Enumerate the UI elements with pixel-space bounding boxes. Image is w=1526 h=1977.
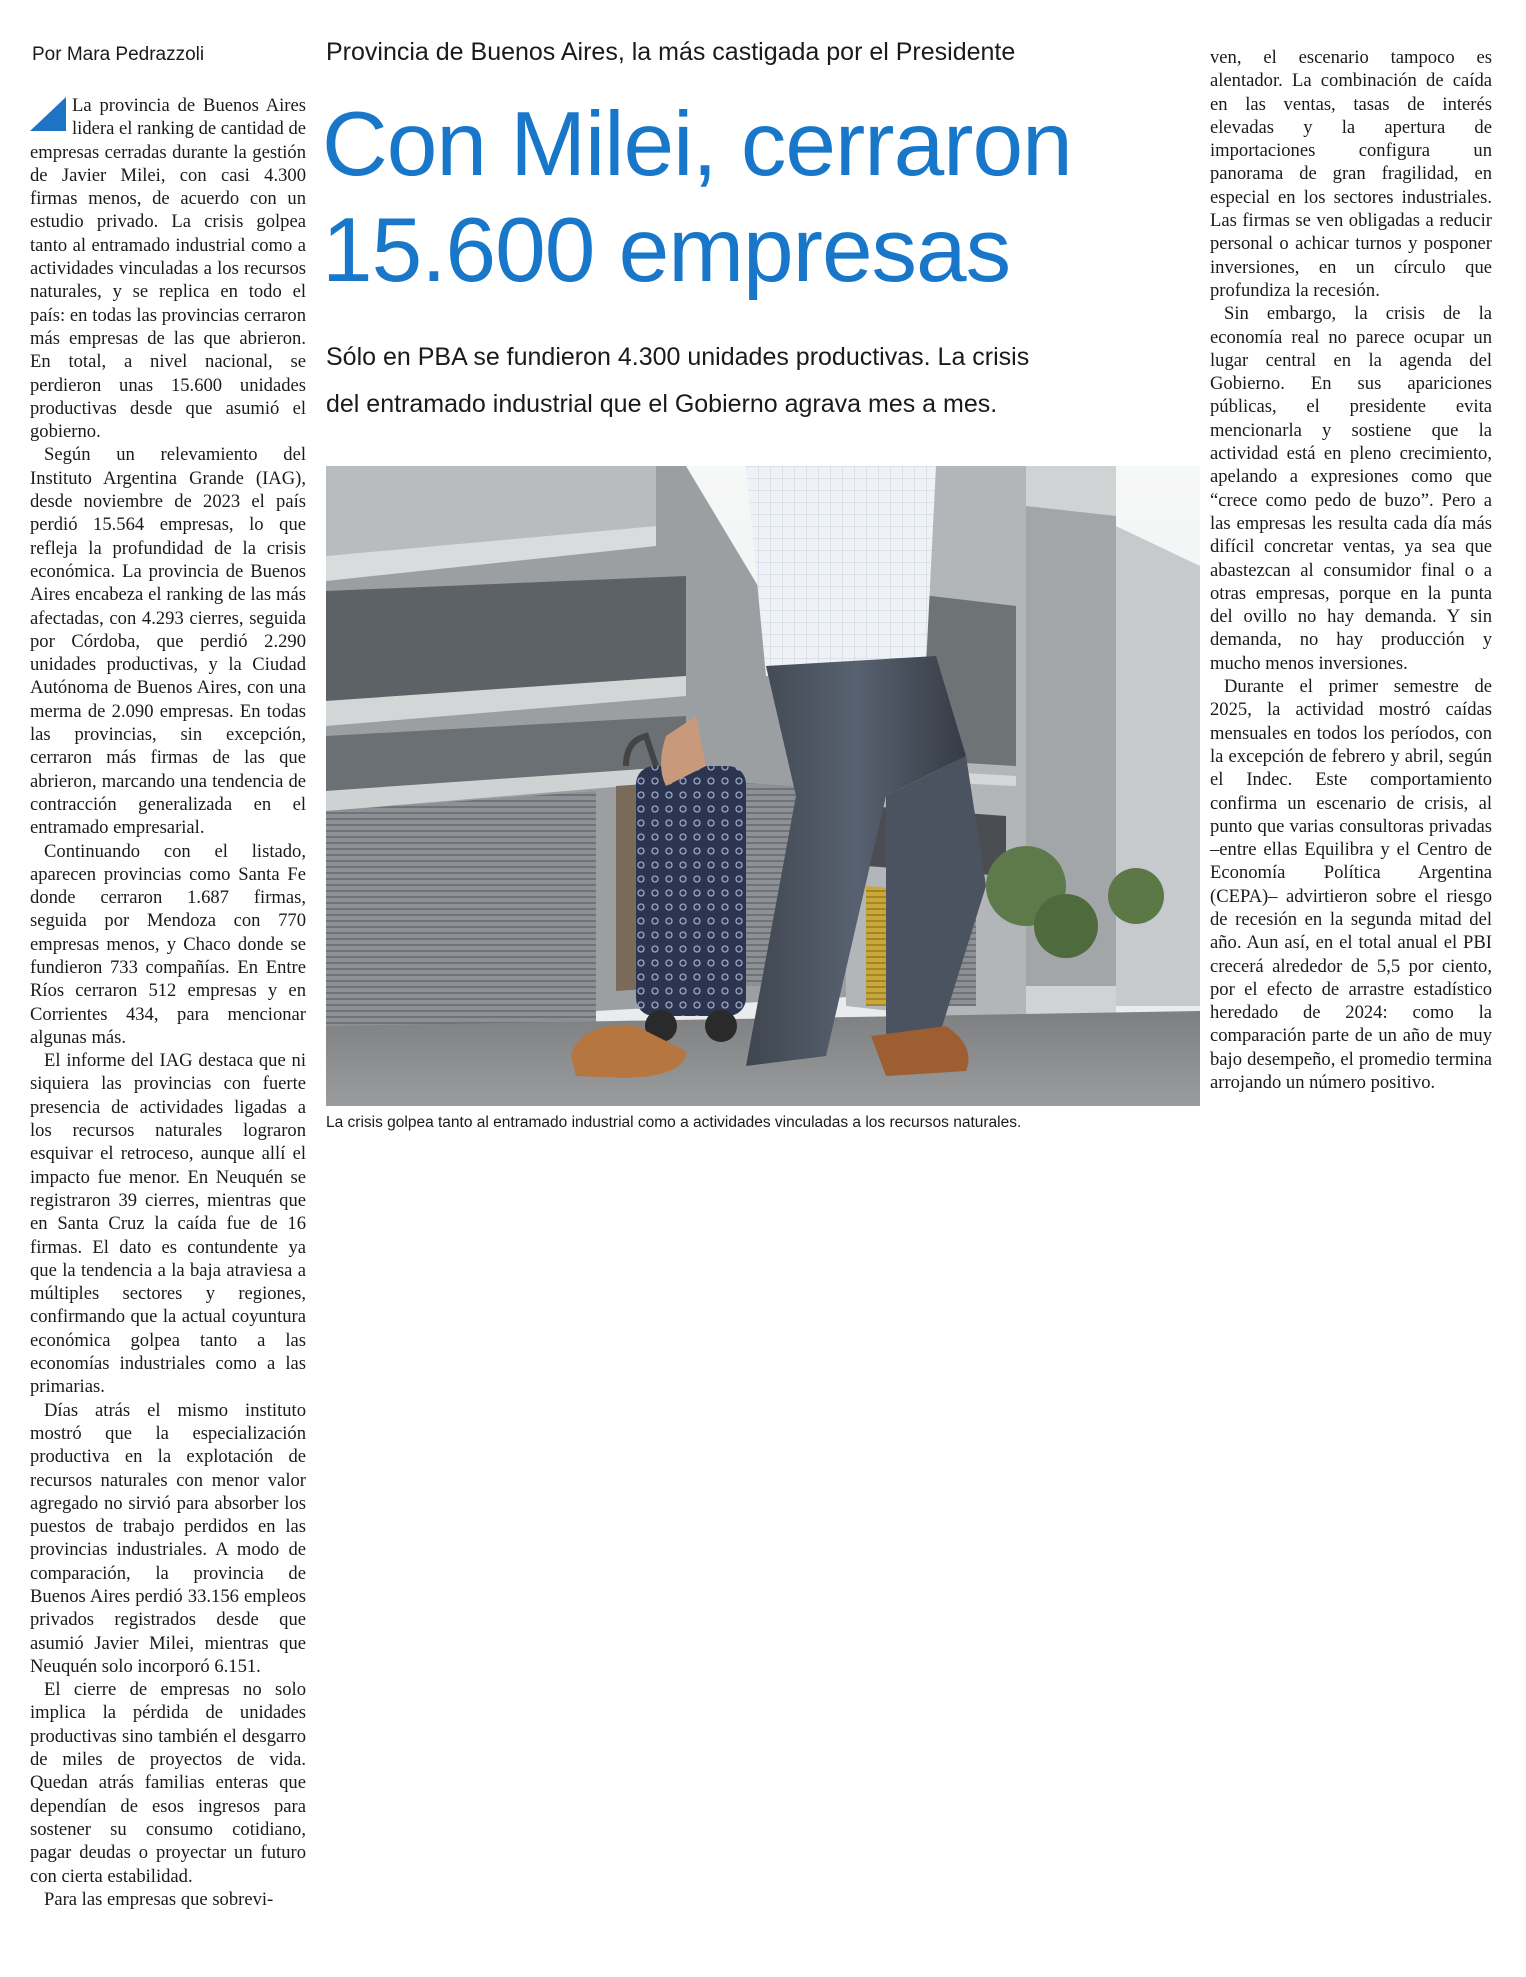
byline: Por Mara Pedrazzoli [32, 44, 205, 65]
body-paragraph: La provincia de Buenos Aires lidera el ranking de cantidad de empresas cerradas durante la gestión de Javier Milei, con casi 4.300 firmas menos, de acuerdo con un estudio privado. La crisis golpea tanto al entramado industrial como a actividades vinculadas a los recursos naturales, y se replica en todo el país: en todas las provincias cerraron más empresas de las que abrieron. En total, a nivel nacional, se perdieron unas 15.600 unidades productivas desde que asumió el gobierno. [30, 95, 306, 443]
body-paragraph: ven, el escenario tampoco es alentador. La combinación de caída en las ventas, tasas de interés elevadas y la apertura de importaciones configura un panorama de gran fragilidad, en especial en los sectores industriales. Las firmas se ven obligadas a reducir personal o achicar turnos y posponer inversiones, en un círculo que profundiza la recesión. [1210, 47, 1492, 301]
body-paragraph: Según un relevamiento del Instituto Argentina Grande (IAG), desde noviembre de 2023 el país perdió 15.564 empresas, lo que refleja la profundidad de la crisis económica. La provincia de Buenos Aires encabeza el ranking de las más afectadas, con 4.293 cierres, seguida por Córdoba, que perdió 2.290 unidades productivas, y la Ciudad Autónoma de Buenos Aires, con una merma de 2.090 empresas. En todas las provincias, sin excepción, cerraron más firmas de las que abrieron, marcando una tendencia de contracción generalizada en el entramado empresarial. [30, 444, 306, 839]
kicker: Provincia de Buenos Aires, la más castigada por el Presidente [326, 38, 1016, 66]
photo-caption: La crisis golpea tanto al entramado industrial como a actividades vinculadas a los recursos naturales. [326, 1114, 1022, 1131]
drop-triangle-icon [30, 97, 66, 131]
body-paragraph: Durante el primer semestre de 2025, la actividad mostró caídas mensuales en todos los períodos, con la excepción de febrero y abril, según el Indec. Este comportamiento confirma un escenario de crisis, al punto que varias consultoras privadas –entre ellas Equilibra y el Centro de Economía Política Argentina (CEPA)– advirtieron sobre el riesgo de recesión en la segunda mitad del año. Aun así, en el total anual el PBI crecerá alrededor de 5,5 por ciento, por el efecto de arrastre estadístico heredado de 2024: como la comparación parte de un año de muy bajo desempeño, el promedio termina arrojando un número positivo. [1210, 676, 1492, 1094]
article-body-right-column [1210, 46, 1492, 1094]
body-paragraph: El informe del IAG destaca que ni siquiera las provincias con fuerte presencia de actividades ligadas a los recursos naturales lograron esquivar el retroceso, aunque allí el impacto fue menor. En Neuquén se registraron 39 cierres, mientras que en Santa Cruz la caída fue de 16 firmas. El dato es contundente ya que la tendencia a la baja atraviesa a múltiples sectores y regiones, confirmando que la actual coyuntura económica golpea tanto a las economías industriales como a las primarias. [30, 1050, 306, 1398]
street-photo-illustration [326, 466, 1200, 1106]
subheadline-line: del entramado industrial que el Gobierno agrava mes a mes. [326, 390, 998, 418]
headline-line: Con Milei, cerraron [322, 94, 1072, 195]
headline [322, 92, 1202, 304]
article-body-left-column [30, 94, 306, 1911]
article-photo [326, 466, 1200, 1106]
body-paragraph: Días atrás el mismo instituto mostró que la especialización productiva en la explotación de recursos naturales con menor valor agregado no sirvió para absorber los puestos de trabajo perdidos en las provincias industriales. A modo de comparación, la provincia de Buenos Aires perdió 33.156 empleos privados registrados desde que asumió Javier Milei, mientras que Neuquén solo incorporó 6.151. [30, 1399, 306, 1677]
body-paragraph: Continuando con el listado, aparecen provincias como Santa Fe donde cerraron 1.687 firmas, seguida por Mendoza con 770 empresas menos, y Chaco donde se fundieron 733 compañías. En Entre Ríos cerraron 512 empresas y en Corrientes 434, para mencionar algunas más. [30, 840, 306, 1048]
body-paragraph: Para las empresas que sobrevi- [44, 1888, 274, 1910]
body-paragraph: El cierre de empresas no solo implica la pérdida de unidades productivas sino también el desgarro de miles de proyectos de vida. Quedan atrás familias enteras que dependían de esos ingresos para sostener su consumo cotidiano, pagar deudas o proyectar un futuro con cierta estabilidad. [30, 1679, 306, 1887]
subheadline-line: Sólo en PBA se fundieron 4.300 unidades productivas. La crisis [326, 343, 1030, 371]
body-paragraph: Sin embargo, la crisis de la economía real no parece ocupar un lugar central en la agenda del Gobierno. En sus apariciones públicas, el presidente evita mencionarla y sostiene que la actividad está en pleno crecimiento, apelando a expresiones como que “crece como pedo de buzo”. Pero a las empresas les resulta cada día más difícil concretar ventas, ya sea que abastezcan al consumidor final o a otras empresas, porque en la punta del ovillo no hay demanda. Y sin demanda, no hay producción y mucho menos inversiones. [1210, 303, 1492, 674]
subheadline [326, 334, 1186, 428]
headline-line: 15.600 empresas [322, 200, 1011, 301]
